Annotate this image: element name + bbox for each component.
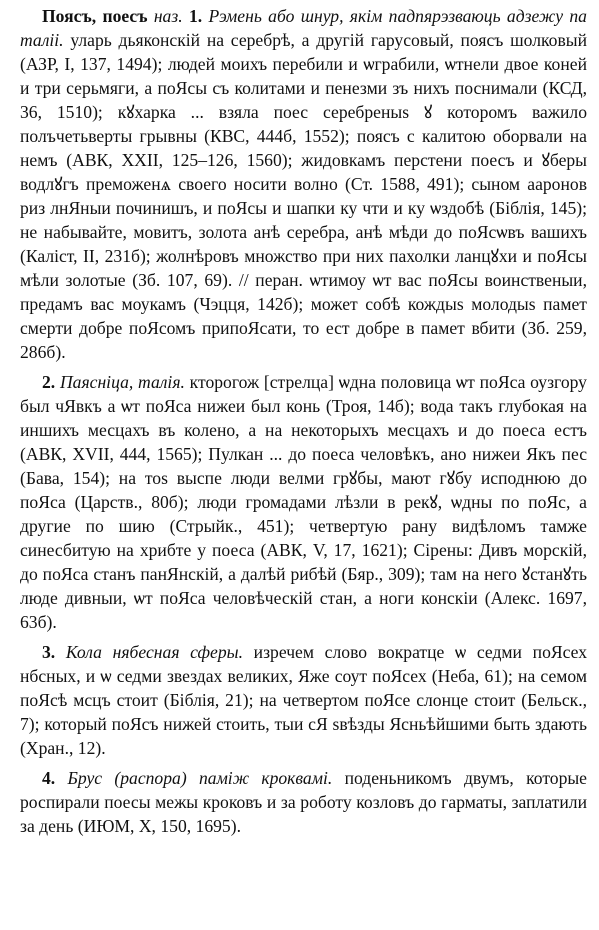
sense-citations: уларь дьяконскій на серебрѣ, а другій гарусовый, поясъ шолковый (АЗР, I, 137, 1494); людей моихъ перебили и ѡграбили, ѡтнели двое коней и три серьмяги, а поЯсы съ колитами и пенезми зъ нихъ поснимали (КСД, 36, 1510); кꙋхарка ... взяла поес серебреныѕ ꙋ которомъ важило полъчетьверты грывны (КВС, 444б, 1552); поясъ с калитою оборвали на немъ (АВК, XXII, 125–126, 1560); жидовкамъ перстени поесъ и ꙋберы водлꙋгъ преможенѧ своего носити волно (Ст. 1588, 491); сыном ааронов риз лнЯныи починишъ, и поЯсы и шапки ку чти и ку ѡздобѣ (Біблія, 145); не набывайте, мовитъ, золота анѣ серебра, анѣ мѣди до поЯсѡвъ вашихъ (Каліст, II, 231б); жолнѣровъ множство при них пахолки ланцꙋхи и поЯсы мѣли золотые (Зб. 107, 69). // перан. ѡтимоу ѡт вас поЯсы воинственыи, предамъ вас моукамъ (Чэцця, 142б); может собѣ кождыѕ молодыѕ памет смерти добре поЯсомъ припоЯсати, то ест добре в памет вбити (Зб. 259, 286б). (20, 30, 587, 362)
sense-citations: поденьникомъ двумъ, которые роспирали поесы межы кроковъ и за роботу козловъ до гарматы, заплатили за день (ИЮМ, X, 150, 1695). (20, 768, 587, 836)
sense-number: 3. (42, 642, 56, 662)
sense-definition: Рэмень або шнур, якім падпярэзваюць адзежу па таліі. (20, 6, 587, 50)
sense-4 (20, 766, 587, 838)
sense-number: 1. (188, 6, 203, 26)
sense-1 (20, 4, 587, 364)
headword: Поясъ, поесъ (42, 6, 148, 26)
part-of-speech: наз. (153, 6, 183, 26)
sense-number: 2. (42, 372, 56, 392)
sense-citations: изречем слово вократце ѡ седми поЯсех нбсных, и ѡ седми звездах великих, Яже соут поЯсех (Неба, 61); на семом поЯсѣ мсцъ стоит (Біблія, 21); на четвертом поЯсе слонце стоит (Бельск., 7); который поЯсъ нижей стоить, тыи сЯ ѕвѣзды Ясньѣйшими быть здають (Хран., 12). (20, 642, 587, 758)
sense-2 (20, 370, 587, 634)
sense-citations: кторогож [стрелца] ѡдна половица ѡт поЯса оузгору был чЯвкъ а ѡт поЯса нижеи был конь (Троя, 14б); вода такъ глубокая на иншихъ месцахъ въ колено, а на некоторыхъ месцахъ и до поеса естъ (АВК, XVII, 444, 1565); Пулкан ... до поеса человѣкъ, ано нижеи Якъ пес (Бава, 154); на тоѕ выспе люди велми грꙋбы, мают гꙋбу исподнюю до поЯса (Царств., 80б); люди громадами лѣзли в рекꙋ, ѡдны по поЯс, а другие по шию (Стрыйк., 451); четвертую рану видѣломъ тамже синесбитую на хрибте у поеса (АВК, V, 17, 1621); Сірены: Дивъ морскій, до поЯса станъ панЯнскій, а далѣй рибѣй (Бяр., 309); там на него ꙋстанꙋть люде дивныи, ѡт поЯса человѣческій стан, а ноги конскіи (Алекс. 1697, 63б). (20, 372, 587, 632)
sense-3 (20, 640, 587, 760)
sense-number: 4. (42, 768, 56, 788)
sense-definition: Паясніца, талія. (59, 372, 185, 392)
sense-definition: Кола нябесная сферы. (65, 642, 243, 662)
sense-definition: Брус (распора) паміж кроквамі. (67, 768, 333, 788)
